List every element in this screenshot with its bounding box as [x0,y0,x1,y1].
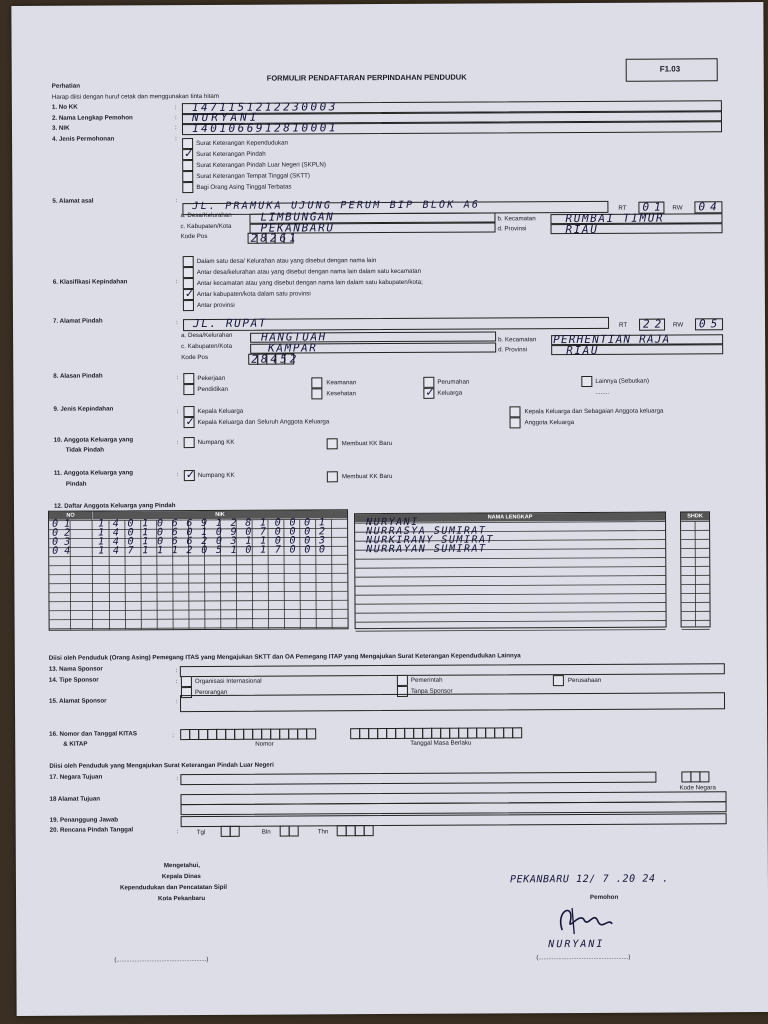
member-nama: NURYANI [366,516,419,529]
label-jenis-kepindahan: 9. Jenis Kepindahan [53,405,114,413]
grid-row-line [50,627,348,629]
label-rw: RW [672,204,683,212]
grid-row-line [355,558,665,560]
klasifikasi-label-2: Antar kecamatan atau yang disebut dengan nama lain dalam satu kabupaten/kota; [196,278,423,288]
rencana-tgl-cells[interactable] [222,826,240,837]
label-bln: Bln [261,828,271,836]
jenis-label-0: Surat Keterangan Kependudukan [196,139,288,148]
nama-value: NURYANI [191,110,260,125]
label-sponsor-nama: 13. Nama Sponsor [48,665,103,673]
pindah-numpang-label: Numpang KK [197,471,235,480]
label-rencana: 20. Rencana Pindah Tanggal [49,826,134,834]
grid-row-line [356,630,666,632]
label-asal-kec: b. Kecamatan [497,215,536,223]
klasifikasi-label-1: Antar desa/kelurahan atau yang disebut dengan nama lain dalam satu kecamatan [196,267,422,277]
oa-heading: Diisi oleh Penduduk (Orang Asing) Pemegang ITAS yang Mengajukan SKTT dan OA Pemegang ITAP yang Mengajukan Surat Keterangan Kependudukan Lainnya [48,652,521,662]
colon: : [176,828,179,836]
colon: : [175,278,178,286]
label-mengetahui: Mengetahui, [163,861,200,870]
pindah-desa-value: HANGTUAH [261,330,327,344]
label-kepala: Kepala Dinas [161,872,201,881]
sponsor-org-label: Organisasi Internasional [194,677,262,686]
colon: : [175,135,177,143]
label-nama: 2. Nama Lengkap Pemohon [51,114,133,122]
pindah-baru-label: Membuat KK Baru [341,472,393,481]
label-klasifikasi: 6. Klasifikasi Kepindahan [52,278,128,286]
grid-row-line [355,585,665,587]
asal-kodepos-value: 28261 [250,231,299,245]
grid-row-line [355,594,665,596]
pindah-kec-value: PERHENTIAN RAJA [553,332,671,347]
member-no: 02 [52,527,77,539]
label-pindah-2: Pindah [65,480,87,488]
grid-col-line [92,511,93,630]
label-rt-2: RT [619,321,628,329]
colon: : [175,667,178,675]
member-nik: 1471112051017000 [98,544,334,557]
notice-heading: Perhatian [51,82,81,90]
colon: : [176,439,179,447]
label-tgl-berlaku: Tanggal Masa Berlaku [410,739,472,747]
label-pindah-1: 11. Anggota Keluarga yang [53,469,134,477]
asal-kab-value: PEKANBARU [260,221,335,235]
member-nama: NURRASYA SUMIRAT [366,525,487,538]
label-pindah-prov: d. Provinsi [498,346,528,354]
member-no: 01 [52,518,77,530]
col-nik-header: NIK [93,510,347,519]
alasan-pendidikan-label: Pendidikan [197,385,229,394]
member-nik: 1401066912810001 [98,517,334,530]
colon: : [175,197,178,205]
label-pindah-desa: a. Desa/Kelurahan [181,331,233,340]
tidak-pindah-numpang-label: Numpang KK [197,438,235,447]
alasan-keluarga-label: Keluarga [437,389,463,397]
alasan-pekerjaan-label: Pekerjaan [197,374,226,383]
sponsor-perusahaan-label: Perusahaan [567,676,602,685]
grid-col-line [695,521,696,626]
label-pemohon: Pemohon [590,893,619,901]
label-rt: RT [618,204,627,212]
label-dinas: Kependudukan dan Pencatatan Sipil [119,883,227,892]
label-sponsor-alamat: 15. Alamat Sponsor [48,697,107,705]
label-nik: 3. NIK [51,124,70,132]
label-kitas-2: & KITAP [63,740,88,748]
notice-text: Harap diisi dengan huruf cetak dan menggunakan tinta hitam [51,92,220,101]
label-thn: Thn [317,828,329,836]
sponsor-perorangan-label: Perorangan [194,688,228,697]
grid-row-line [355,576,665,578]
colon: : [172,732,174,740]
colon: : [176,319,178,327]
asal-rt-value: 01 [642,200,666,214]
grid-row-line [49,600,347,602]
alasan-kesehatan-label: Kesehatan [326,390,357,398]
member-no: 04 [52,545,77,557]
colon: : [176,374,179,382]
grid-row-line [355,603,665,605]
col-nama-header: NAMA LENGKAP [355,513,665,523]
alasan-lainnya-line: ........ [595,388,610,396]
rencana-bln-cells[interactable] [281,825,299,836]
pindah-kodepos-value: 28452 [251,352,300,366]
rencana-thn-cells[interactable] [338,825,374,836]
col-shdk-header: SHDK [681,512,709,520]
label-pindah-kodepos: Kode Pos [181,353,209,362]
asal-desa-value: LIMBUNGAN [260,210,335,224]
cell[interactable] [306,728,316,739]
member-nama: NURKIRANY SUMIRAT [366,534,495,547]
label-no-kk: 1. No KK [51,103,78,111]
klasifikasi-label-3: Antar kabupaten/kota dalam satu provinsi [196,290,311,299]
label-rw-2: RW [673,321,684,329]
grid-row-line [49,582,347,584]
label-daftar: 12. Daftar Anggota Keluarga yang Pindah [53,502,176,510]
label-pindah-kab: c. Kabupaten/Kota [181,342,233,351]
colon: : [176,408,179,416]
label-penanggung: 19. Penanggung Jawab [49,816,119,824]
klasifikasi-label-4: Antar provinsi [196,301,235,310]
tempat-tanggal-value: PEKANBARU 12/ 7 .20 24 . [509,873,669,886]
member-nik: 1401060109070002 [98,526,334,539]
asal-rw-value: 04 [698,200,722,214]
pemohon-signature-line: (......................................................) [536,954,631,962]
label-asal-kab: c. Kabupaten/Kota [180,222,232,231]
label-alamat-tujuan: 18 Alamat Tujuan [49,795,101,803]
colon: : [175,678,178,686]
alasan-perumahan-label: Perumahan [437,378,470,386]
pemohon-nama-value: NURYANI [548,938,605,951]
label-alasan: 8. Alasan Pindah [53,372,103,380]
no-kk-value: 1471151212230003 [191,100,338,115]
form-paper [11,2,768,1016]
grid-row-line [355,567,665,569]
label-pindah-kec: b. Kecamatan [498,336,537,344]
asal-prov-value: RIAU [565,222,599,237]
alasan-keamanan-label: Keamanan [326,379,357,387]
asal-jalan-value: JL. PRAMUKA UJUNG PERUM BIP BLOK A6 [192,199,481,213]
col-no-header: NO [49,512,92,520]
tidak-pindah-baru-label: Membuat KK Baru [341,439,393,448]
klasifikasi-label-0: Dalam satu desa/ Kelurahan atau yang disebut dengan nama lain [196,257,377,266]
colon: : [175,698,178,706]
kitas-nomor-cells[interactable] [181,728,316,740]
label-alamat-pindah: 7. Alamat Pindah [52,317,103,325]
grid-row-line [49,573,347,575]
form-code: F1.03 [659,64,681,74]
cell[interactable] [512,727,522,738]
label-jenis: 4. Jenis Permohonan [52,135,115,143]
grid-row-line [49,591,347,593]
pindah-prov-value: RIAU [566,343,600,358]
kitas-tanggal-cells[interactable] [351,727,522,739]
pindah-rw-value: 05 [699,317,723,331]
grid-row-line [356,612,666,614]
label-tgl: Tgl [196,828,206,837]
colon: : [176,471,179,479]
grid-row-line [49,564,347,566]
sponsor-tanpa-label: Tanpa Sponsor [410,687,453,695]
members-grid-lines [11,2,768,1016]
alasan-lainnya-label: Lainnya (Sebutkan) [595,377,650,385]
jenis-label-3: Surat Keterangan Tempat Tinggal (SKTT) [196,172,311,181]
colon: : [174,124,177,132]
label-tidak-pindah-2: Tidak Pindah [65,446,105,454]
label-kode-negara: Kode Negara [679,784,716,792]
label-asal-prov: d. Provinsi [497,225,527,233]
pindah-jalan-value: JL. RUPAT [192,316,268,331]
sponsor-pemerintah-label: Pemerintah [410,676,443,684]
member-nama: NURRAYAN SUMIRAT [366,543,487,556]
grid-row-line [356,621,666,623]
colon: : [174,114,177,122]
pindah-rt-value: 22 [643,317,667,331]
form-title: FORMULIR PENDAFTARAN PERPINDAHAN PENDUDUK [266,72,467,83]
jenis-label-2: Surat Keterangan Pindah Luar Negeri (SKPLN) [196,161,326,170]
label-kitas-1: 16. Nomor dan Tanggal KITAS [49,730,137,738]
kepindahan-kk-all-label: Kepala Keluarga dan Seluruh Anggota Keluarga [197,418,330,427]
label-asal-desa: a. Desa/Kelurahan [180,211,232,220]
colon: : [176,775,179,783]
member-nik: 1401066203110003 [98,535,334,548]
sponsor-org-checkbox[interactable] [181,676,192,687]
grid-row-line [50,609,348,611]
label-tidak-pindah-1: 10. Anggota Keluarga yang [53,436,134,444]
nik-value: 1401066912810001 [191,121,339,136]
member-no: 03 [52,536,77,548]
label-sponsor-tipe: 14. Tipe Sponsor [48,676,99,684]
sponsor-pemerintah-checkbox[interactable] [397,675,408,686]
kepindahan-anggota-label: Anggota Keluarga [524,419,575,427]
pemohon-signature [550,900,620,940]
jenis-label-4: Bagi Orang Asing Tinggal Terbatas [196,183,292,192]
pindah-kab-value: KAMPAR [268,341,318,355]
label-nomor: Nomor [255,740,274,748]
label-asal-kodepos: Kode Pos [180,232,208,241]
kode-negara-cells[interactable] [682,771,709,782]
asal-kec-value: RUMBAI TIMUR [565,211,665,226]
grid-row-line [50,618,348,620]
jenis-label-1: Surat Keterangan Pindah [196,150,266,159]
kepindahan-kk-some-label: Kepala Keluarga dan Sebagaian Anggota keluarga [524,407,664,416]
label-kota: Kota Pekanbaru [158,894,206,903]
label-alamat-asal: 5. Alamat asal [52,197,94,205]
ln-heading: Diisi oleh Penduduk yang Mengajukan Surat Keterangan Pindah Luar Negeri [49,761,274,770]
kepindahan-kk-label: Kepala Keluarga [197,407,244,416]
colon: : [174,104,177,112]
sponsor-perusahaan-checkbox[interactable] [553,675,564,686]
label-negara: 17. Negara Tujuan [49,773,103,781]
dinas-signature-line: (......................................................) [114,956,209,964]
